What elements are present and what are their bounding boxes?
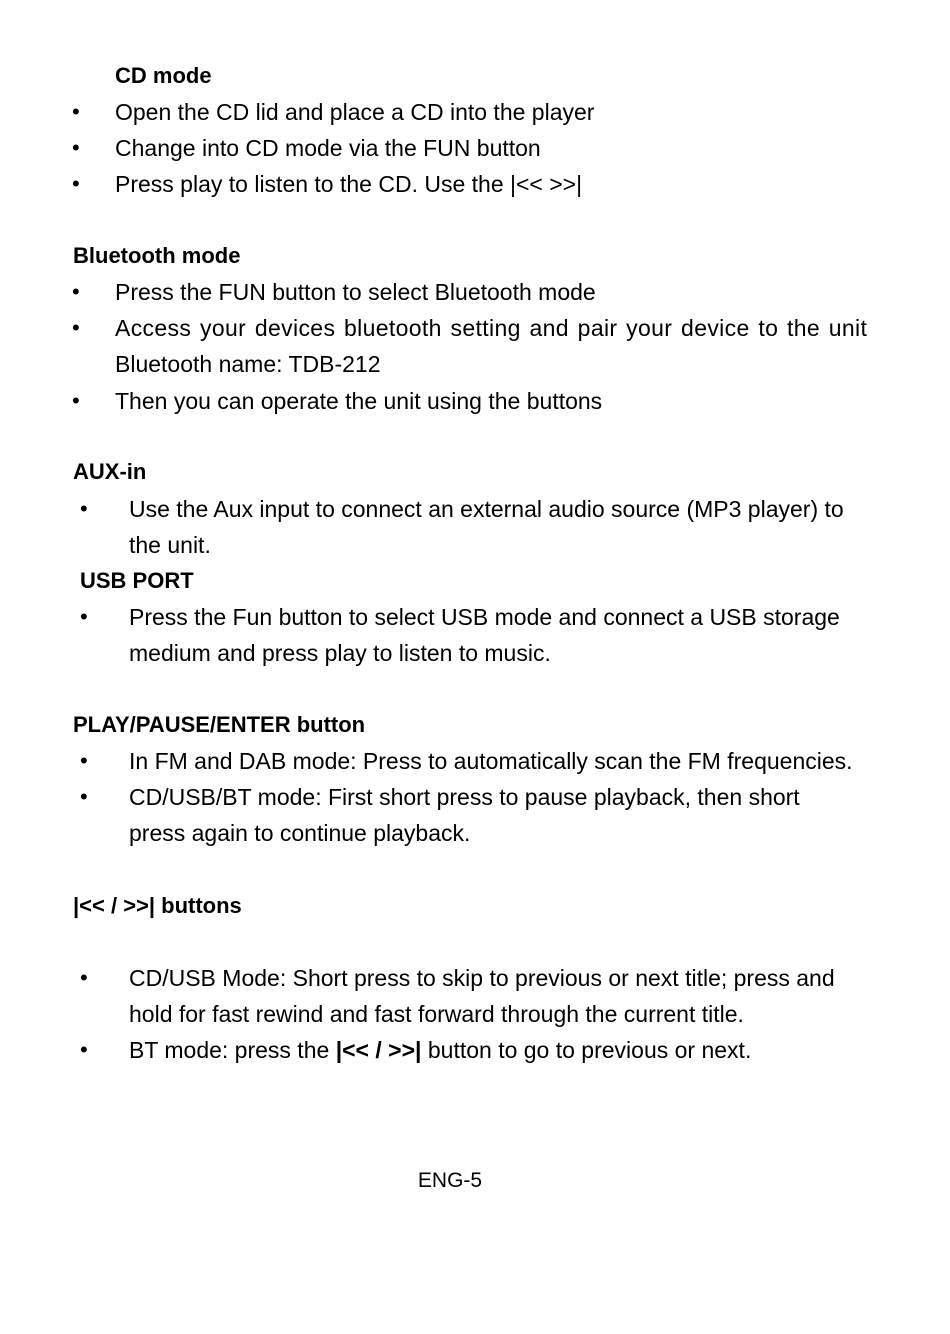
bullet-icon: •: [80, 748, 88, 773]
bullet-icon: •: [80, 604, 88, 629]
bluetooth-mode-heading: Bluetooth mode: [73, 243, 241, 268]
cd-mode-heading: CD mode: [115, 63, 212, 88]
bullet-icon: •: [72, 388, 80, 413]
bullet-icon: •: [80, 1037, 88, 1062]
bullet-icon: •: [80, 784, 88, 809]
skip-buttons-label: |<< / >>|: [335, 1037, 422, 1063]
aux-in-heading: AUX-in: [73, 459, 147, 484]
bullet-icon: •: [72, 99, 80, 124]
bullet-icon: •: [72, 171, 80, 196]
bullet-icon: •: [80, 965, 88, 990]
bullet-icon: •: [72, 279, 80, 304]
page-number: ENG-5: [417, 1169, 483, 1192]
bullet-icon: •: [80, 496, 88, 521]
bullet-icon: •: [72, 135, 80, 160]
bullet-icon: •: [72, 315, 80, 340]
skip-buttons-heading: |<< / >>| buttons: [73, 893, 242, 918]
usb-port-heading: USB PORT: [80, 568, 194, 593]
play-pause-heading: PLAY/PAUSE/ENTER button: [73, 712, 366, 737]
